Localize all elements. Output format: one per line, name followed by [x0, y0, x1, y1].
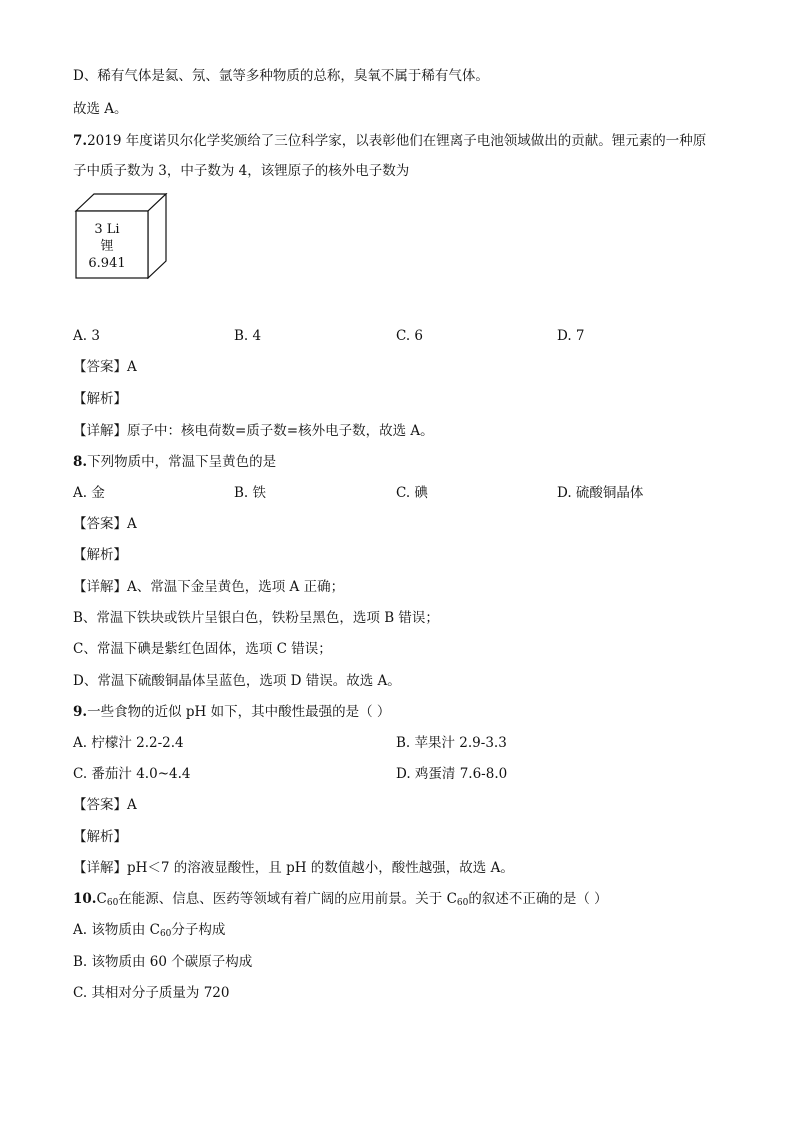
q8-detail-3: C、常温下碘是紫红色固体，选项 C 错误； — [73, 641, 332, 657]
element-number-symbol: 3 Li — [94, 222, 120, 237]
q8-option-d: D. 硫酸铜晶体 — [557, 485, 644, 501]
q7-option-a: A. 3 — [73, 328, 100, 344]
question-10-text — [73, 890, 608, 908]
q7-option-b: B. 4 — [234, 328, 262, 344]
question-8-text — [73, 453, 276, 471]
option-d-explanation: D、稀有气体是氦、氖、氩等多种物质的总称，臭氧不属于稀有气体。 — [73, 68, 489, 84]
q7-option-d: D. 7 — [557, 328, 585, 344]
c60-subscript: 60 — [456, 898, 469, 908]
q10-option-a — [73, 921, 225, 939]
question-10-stem-b: 的叙述不正确的是（ ） — [468, 891, 608, 907]
q7-detail — [73, 422, 434, 440]
q9-detail — [73, 859, 514, 877]
q9-option-d: D. 鸡蛋清 7.6-8.0 — [396, 766, 508, 782]
q8-option-a: A. 金 — [73, 485, 105, 501]
q7-answer — [73, 358, 137, 376]
detail-tag: 【详解】 — [73, 423, 127, 439]
question-9-number: 9. — [73, 704, 88, 720]
detail-text: pH＜7 的溶液显酸性，且 pH 的数值越小，酸性越强，故选 A。 — [127, 860, 514, 876]
answer-tag: 【答案】 — [73, 516, 127, 532]
question-7-number: 7. — [73, 133, 88, 149]
answer-value: A — [127, 359, 137, 375]
conclusion: 故选 A。 — [73, 101, 128, 117]
q8-option-c: C. 碘 — [396, 485, 428, 501]
q8-option-b: B. 铁 — [234, 485, 267, 501]
answer-tag: 【答案】 — [73, 797, 127, 813]
detail-tag: 【详解】 — [73, 860, 127, 876]
answer-value: A — [127, 797, 137, 813]
q10-option-b: B. 该物质由 60 个碳原子构成 — [73, 954, 253, 970]
q8-detail-2: B、常温下铁块或铁片呈银白色，铁粉呈黑色，选项 B 错误； — [73, 610, 439, 626]
detail-text: 原子中：核电荷数=质子数=核外电子数，故选 A。 — [127, 423, 434, 439]
question-9-stem: 一些食物的近似 pH 如下，其中酸性最强的是（ ） — [87, 704, 391, 720]
q8-detail-1 — [73, 578, 344, 596]
q7-analysis-tag: 【解析】 — [73, 391, 127, 407]
question-7-text-line-1 — [73, 132, 706, 150]
question-7-text-line-2: 子中质子数为 3，中子数为 4，该锂原子的核外电子数为 — [73, 163, 410, 179]
c60-symbol: C — [96, 891, 107, 907]
answer-value: A — [127, 516, 137, 532]
element-name: 锂 — [100, 239, 114, 254]
detail-tag: 【详解】 — [73, 579, 127, 595]
q9-answer — [73, 796, 137, 814]
q10-option-c: C. 其相对分子质量为 720 — [73, 985, 230, 1001]
q9-analysis-tag: 【解析】 — [73, 829, 127, 845]
answer-tag: 【答案】 — [73, 359, 127, 375]
question-9-text — [73, 703, 390, 721]
detail-text: A、常温下金呈黄色，选项 A 正确； — [127, 579, 345, 595]
q9-option-b: B. 苹果汁 2.9-3.3 — [396, 735, 507, 751]
question-7-stem-1: 2019 年度诺贝尔化学奖颁给了三位科学家，以表彰他们在锂离子电池领域做出的贡献。锂元素的一种原 — [87, 133, 707, 149]
q9-option-a: A. 柠檬汁 2.2-2.4 — [73, 735, 184, 751]
question-8-stem: 下列物质中，常温下呈黄色的是 — [87, 454, 277, 470]
q7-option-c: C. 6 — [396, 328, 424, 344]
option-a-text-end: 分子构成 — [171, 922, 226, 938]
c60-subscript: 60 — [106, 898, 119, 908]
q9-option-c: C. 番茄汁 4.0~4.4 — [73, 766, 191, 782]
q8-analysis-tag: 【解析】 — [73, 547, 127, 563]
q8-answer — [73, 515, 137, 533]
element-mass: 6.941 — [88, 256, 126, 271]
element-card — [76, 221, 138, 272]
q8-detail-4: D、常温下硫酸铜晶体呈蓝色，选项 D 错误。故选 A。 — [73, 673, 401, 689]
c60-subscript: 60 — [159, 929, 172, 939]
question-10-number: 10. — [73, 891, 97, 907]
question-8-number: 8. — [73, 454, 88, 470]
question-10-stem-a: 在能源、信息、医药等领域有着广阔的应用前景。关于 C — [118, 891, 457, 907]
option-a-text: A. 该物质由 C — [73, 922, 160, 938]
